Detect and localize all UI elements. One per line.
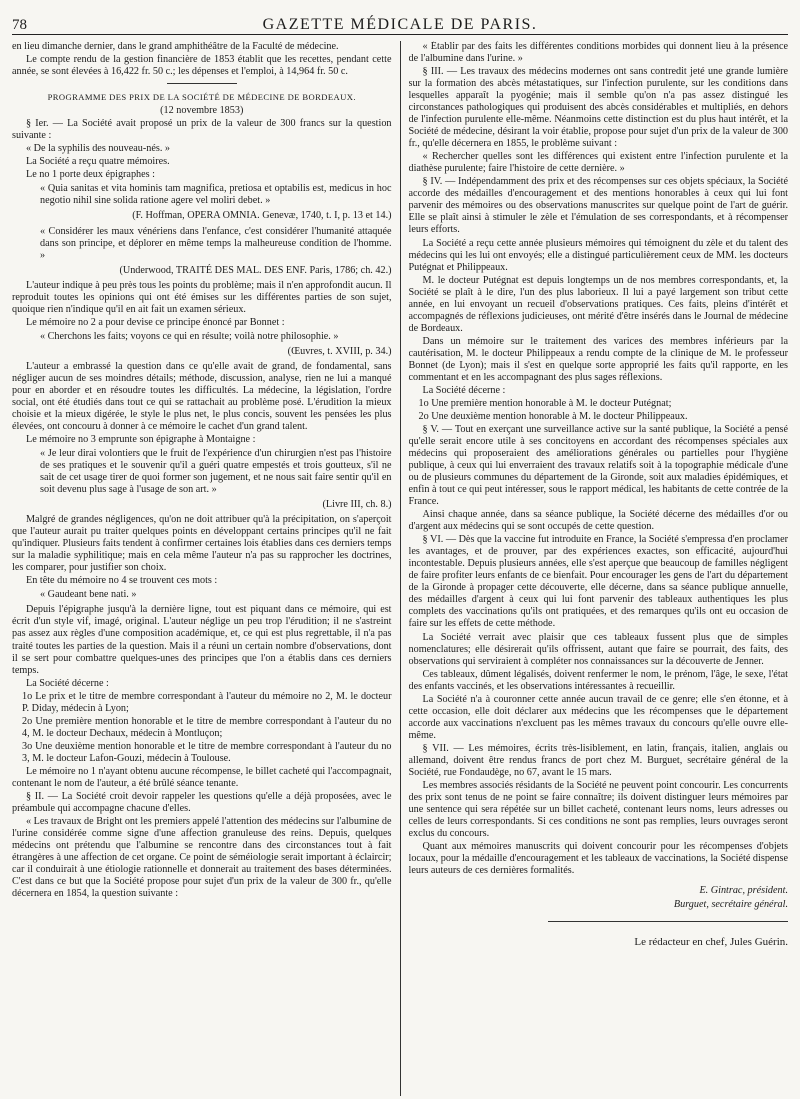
decision-item: 1o Une première mention honorable à M. le docteur Putégnat; [418,397,672,409]
section-paragraph: Quant aux mémoires manuscrits qui doivent concourir pour les récompenses d'objets locaux, pour la médaille d'encouragement et les tableaux de vaccinations, la Société dispense leurs auteurs de ces dernières formalités. [408,841,789,877]
section-paragraph: M. le docteur Putégnat est depuis longtemps un de nos membres correspondants, et, la Société se plaît à le dire, l'un des plus laborieux. Il lui a payé largement son tribut cette année, en lui envoyant un recueil d'observations pratiques. Ces faits, pleins d'intérêt et accompagnés de réflexions judicieuses, ont mérité d'être insérés dans le Journal de médecine de Bordeaux. [408,274,789,334]
section-paragraph: Depuis l'épigraphe jusqu'à la dernière ligne, tout est piquant dans ce mémoire, qui est écrit d'un style vif, imagé, original. L'auteur néglige un peu trop l'érudition; il ne s'astreint pas assez aux règles d'une composition académique, et, ce qui est plus regrettable, il n'a pas traité toutes les parties de la question. Mais il a réuni un certain nombre d'observations, dont il se sert pour combattre quelques-unes des principes que l'on a établis dans ces derniers temps. [12,604,392,676]
programme-title: PROGRAMME DES PRIX DE LA SOCIÉTÉ DE MÉDECINE DE BORDEAUX. [47,92,356,103]
right-column [409,41,789,1096]
section-paragraph: § VII. — Les mémoires, écrits très-lisiblement, en latin, français, italien, anglais ou allemand, doivent être rendus francs de port chez M. Burguet, secrétaire général de la Société, rue Fondaudège, no 67, avant le 15 mars. [408,742,789,778]
section-divider [167,83,237,84]
article-columns [12,41,788,1096]
journal-title: GAZETTE MÉDICALE DE PARIS. [262,16,538,33]
president-signature: E. Gintrac, président. [699,885,789,897]
section-paragraph: Malgré de grandes négligences, qu'on ne doit attribuer qu'à la précipitation, on s'aperçoit que l'auteur aurait pu traiter quelques points en développant certains principes qu'il ne fait qu'indiquer. Plusieurs faits tendent à confirmer certaines lois établies dans ces derniers temps sur la maladie syphilitique; mais en cela même l'auteur n'a pas su rapprocher les doctrines, les comparer, pour justifier son choix. [12,514,392,574]
secretary-signature: Burguet, secrétaire général. [673,899,789,911]
prize-question: « Établir par des faits les différentes conditions morbides qui donnent lieu à la présence de l'albumine dans l'urine. » [408,41,789,65]
section-paragraph: § IV. — Indépendamment des prix et des récompenses sur ces objets spéciaux, la Société accorde des médailles d'encouragement et des mentions honorables à ceux qui lui font parvenir des mémoires ou des observations manuscrites sur quelque point de l'art de guérir. Elle se plaît ainsi à stimuler le zèle et l'émulation de ses correspondants, et à récompenser leurs efforts. [408,176,789,236]
section-paragraph: § V. — Tout en exerçant une surveillance active sur la santé publique, la Société a pensé qu'elle serait encore utile à ses concitoyens en accordant des récompenses spéciales aux médecins qui proposeraient des améliorations générales ou partielles pour l'hygiène publique, à ceux qui lui enverraient des travaux relatifs soit à la topographie médicale d'une ou de plusieurs communes du département de la Gironde, soit aux maladies épidémiques, et enfin à tout ce qui peut intéresser, sous le rapport médical, les habitants de cette contrée de la France. [408,423,789,508]
section-paragraph: L'auteur a embrassé la question dans ce qu'elle avait de grand, de fondamental, sans négliger aucun de ses moindres détails; méthode, discussion, analyse, rien ne lui a manqué pour en aborder et en résoudre toutes les difficultés. La médecine, la législation, l'ordre social, ont été étudiés dans tout ce qui se rattachait au problème posé. L'érudition la mieux choisie et la mieux digérée, le style le plus net, le plus concis, souvent les pensées les plus élevées, ont concouru à donner à ce mémoire le cachet d'un grand talent. [12,360,392,432]
section-paragraph: § VI. — Dès que la vaccine fut introduite en France, la Société s'empressa d'en proclamer les avantages, et de prouver, par des expériences exactes, son efficacité, aujourd'hui incontestable. Depuis plusieurs années, elle s'est aperçue que beaucoup de familles négligent de faire profiter leurs enfants de ce bienfait. Pour encourager les gens de l'art du département de la Gironde à propager cette découverte, elle décerne, dans sa séance publique annuelle, des médailles d'argent à ceux qui lui font parvenir des tableaux authentiques les plus complets des vaccinations qu'ils ont pratiquées, et des remarques qu'ils ont eu occasion de faire sur les effets de cette méthode. [408,534,789,630]
section-paragraph: Ainsi chaque année, dans sa séance publique, la Société décerne des médailles d'or ou d'argent aux médecins qui se sont occupés de cette question. [408,509,789,533]
column-divider [400,41,401,1096]
programme-date: (12 novembre 1853) [160,105,244,117]
section-paragraph: En tête du mémoire no 4 se trouvent ces mots : [26,575,218,587]
section-paragraph: La Société a reçu quatre mémoires. [26,156,170,168]
epigraph-source: (Underwood, TRAITÉ DES MAL. DES ENF. Paris, 1786; ch. 42.) [119,264,392,276]
section-paragraph: Le mémoire no 1 n'ayant obtenu aucune récompense, le billet cacheté qui l'accompagnait, contenant le nom de l'auteur, a été brûlé séance tenante. [12,765,392,789]
section-paragraph: § II. — La Société croit devoir rappeler les questions qu'elle a déjà proposées, avec le préambule qui accompagne chacune d'elles. [12,790,392,814]
intro-paragraph: Le compte rendu de la gestion financière de 1853 établit que les recettes, pendant cette année, se sont élevées à 16,422 fr. 50 c.; les dépenses et l'emploi, à 14,964 fr. 50 c. [12,54,392,78]
intro-paragraph: en lieu dimanche dernier, dans le grand amphithéâtre de la Faculté de médecine. [12,41,339,52]
epigraph-source: (Œuvres, t. XVIII, p. 34.) [287,345,392,357]
epigraph: « Gaudeant bene nati. » [40,589,137,601]
section-paragraph: « Les travaux de Bright ont les premiers appelé l'attention des médecins sur l'albumine de l'urine considérée comme signe d'une affection granuleuse des reins. Depuis, quelques médecins ont prétendu que l'albumine se rencontre dans des circonstances tout à fait étrangères à une affection de cet organe. Ce point de séméiologie serait important à éclaircir; car il conduirait à une étiologie rationnelle et donnerait au traitement des bases déterminées. C'est dans ce but que la Société propose pour sujet d'un prix de la valeur de 300 fr., qu'elle décernera en 1854, la question suivante : [12,815,392,900]
section-paragraph: Le no 1 porte deux épigraphes : [26,169,156,181]
section-paragraph: Le mémoire no 3 emprunte son épigraphe à Montaigne : [26,434,256,446]
section-paragraph: Le mémoire no 2 a pour devise ce principe énoncé par Bonnet : [26,316,285,328]
section-paragraph: La Société a reçu cette année plusieurs mémoires qui témoignent du zèle et du talent des médecins qui les lui ont envoyés; elle a distingué particulièrement ceux de MM. les docteurs Putégnat et Philippeaux. [408,237,789,273]
epigraph: « Cherchons les faits; voyons ce qui en résulte; voilà notre philosophie. » [40,330,339,342]
prize-question: « De la syphilis des nouveau-nés. » [26,143,171,155]
signature-block [409,885,789,911]
section-paragraph: La Société n'a à couronner cette année aucun travail de ce genre; elle s'en étonne, et à cette occasion, elle doit déclarer aux médecins que les récompenses que le département accorde aux vaccinations n'excluent pas les mêmes travaux du concours qu'elle ouvre elle-même. [408,693,789,741]
epigraph: « Je leur dirai volontiers que le fruit de l'expérience d'un chirurgien n'est pas l'histoire de ses pratiques et le souvenir qu'il a guéri quatre empestés et trois goutteux, s'il ne sait de cet usage tirer de quoi former son jugement, et ne nous sait faire sentir qu'il en soit devenu plus sage à l'usage de son art. » [40,448,392,496]
section-paragraph: Dans un mémoire sur le traitement des varices des membres inférieurs par la cautérisation, M. le docteur Philippeaux a rendu compte de la clinique de M. le professeur Bonnet (de Lyon); mais il s'est en quelque sorte approprié les faits qu'il rapporte, en les commentant et en les accompagnant des plus sages réflexions. [408,335,789,383]
prize-question: « Rechercher quelles sont les différences qui existent entre l'infection purulente et la diathèse purulente; faire l'histoire de cette dernière. » [408,151,789,175]
decision-title: La Société décerne : [26,677,109,689]
epigraph-source: (F. Hoffman, OPERA OMNIA. Genevæ, 1740, t. I, p. 13 et 14.) [132,210,392,222]
page-header [12,8,788,35]
section-paragraph: Les membres associés résidants de la Société ne peuvent point concourir. Les concurrents des prix sont tenus de ne point se faire connaître; ils doivent distinguer leurs mémoires par une sentence qui sera répétée sur un billet cacheté, contenant leurs noms, leurs adresses ou celles de leurs correspondants. Si ces conditions ne sont pas remplies, leurs ouvrages seront exclus du concours. [408,779,789,839]
section-paragraph: La Société verrait avec plaisir que ces tableaux fussent plus que de simples nomenclatures; elle désirerait qu'ils offrissent, autant que faire se pourrait, des faits, des observations qui serviraient à compléter nos connaissances sur la découverte de Jenner. [408,631,789,667]
epigraph-source: (Livre III, ch. 8.) [322,499,392,511]
left-column [12,41,392,1096]
decision-item: 2o Une première mention honorable et le titre de membre correspondant à l'auteur du no 4, M. le docteur Dechaux, médecin à Montluçon; [22,715,392,739]
section-paragraph: Ces tableaux, dûment légalisés, doivent renfermer le nom, le prénom, l'âge, le sexe, l'état des enfants vaccinés, et les observations intéressantes à recueillir. [408,668,789,692]
editor-signature: Le rédacteur en chef, Jules Guérin. [634,936,789,949]
closing-rule [548,921,788,922]
decision-item: 3o Une deuxième mention honorable et le titre de membre correspondant à l'auteur du no 3, M. le docteur Lafon-Gouzi, médecin à Toulouse. [22,740,392,764]
section-paragraph: § Ier. — La Société avait proposé un prix de la valeur de 300 francs sur la question suivante : [12,118,392,142]
decision-title: La Société décerne : [422,384,506,396]
page-number: 78 [12,17,27,33]
decision-item: 2o Une deuxième mention honorable à M. le docteur Philippeaux. [418,410,688,422]
section-paragraph: L'auteur indique à peu près tous les points du problème; mais il n'en approfondit aucun. Il reproduit toutes les opinions qui ont été émises sur les différentes parties de son sujet, quoique rien n'indique qu'il en ait fait un examen sérieux. [12,279,392,315]
epigraph: « Quia sanitas et vita hominis tam magnifica, pretiosa et optabilis est, medicus in hoc negotio nihil sine solida ratione agere vel moliri debet. » [40,183,392,207]
decision-item: 1o Le prix et le titre de membre correspondant à l'auteur du mémoire no 2, M. le docteur P. Diday, médecin à Lyon; [22,690,392,714]
epigraph: « Considérer les maux vénériens dans l'enfance, c'est considérer l'humanité attaquée dans son principe, et déplorer en même temps la malheureuse condition de l'homme. » [40,225,392,261]
section-paragraph: § III. — Les travaux des médecins modernes ont sans contredit jeté une grande lumière sur la formation des abcès métastatiques, sur l'infection purulente, sur les conditions dans lesquelles apparaît la pyogénie; mais il semble qu'on n'a pas assez distingué les circonstances pathologiques qui produisent des abcès considérables et multipliés, en dehors de l'infection purulente elle-même. Néanmoins cette distinction est du plus haut intérêt, et la Société de médecine, désirant la voir établie, propose pour sujet d'un prix de la valeur de 300 fr., qu'elle décernera en 1855, le problème suivant : [408,66,789,150]
